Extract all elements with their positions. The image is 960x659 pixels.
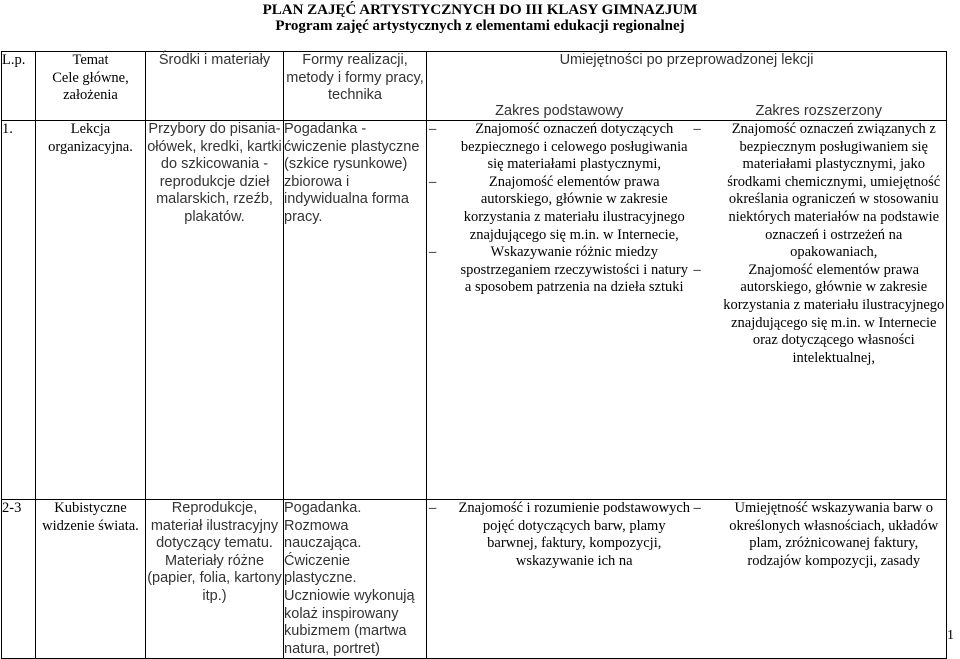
dash-bullet: – — [693, 261, 701, 278]
row1-formy: Pogadanka - ćwiczenie plastyczne (szkice rysunkowe) zbiorowa i indywidualna forma pracy. — [284, 121, 427, 500]
skill-item: – Znajomość oznaczeń związanych z bezpiecznym posługiwaniem się materiałami plastycznymi, jako środkami chemicznymi, umiejętność określania ograniczeń w stosowaniu niektórych materiałów na podstawie oznaczeń i ostrzeżeń na opakowaniach, — [693, 121, 941, 261]
document-subtitle: Program zajęć artystycznych z elementami edukacji regionalnej — [275, 18, 685, 34]
table-header-row — [2, 52, 947, 103]
row2-rozszerzony — [692, 500, 947, 659]
row1-srodki: Przybory do pisania-ołówek, kredki, kartki do szkicowania - reprodukcje dzieł malarskich, rzeźb, plakatów. — [146, 121, 284, 500]
header-lp: L.p. — [2, 52, 36, 121]
header-umiejetnosci: Umiejętności po przeprowadzonej lekcji — [427, 52, 947, 103]
skill-item: – Umiejętność wskazywania barw o określonych własnościach, układów plam, zróżnicowanej faktury, rodzajów kompozycji, zasady — [693, 500, 939, 569]
skill-item: – Znajomość elementów prawa autorskiego, głównie w zakresie korzystania z materiału ilustracyjnego znajdującego się m.in. w Internecie oraz dotyczącego własności intelektualnej, — [693, 261, 945, 366]
skill-item: – Znajomość elementów prawa autorskiego, głównie w zakresie korzystania z materiału ilustracyjnego znajdującego się m.in. w Internecie, — [429, 173, 685, 243]
dash-bullet: – — [693, 500, 701, 517]
table-row — [2, 500, 947, 659]
page-number: 1 — [947, 628, 954, 643]
header-temat-line1: Temat — [72, 52, 109, 68]
header-temat-line2: Cele główne, — [52, 69, 129, 86]
row2-podstawowy — [427, 500, 692, 659]
row2-lp: 2-3 — [2, 500, 36, 659]
header-rozszerzony: Zakres rozszerzony — [692, 103, 947, 121]
row2-formy: Pogadanka. Rozmowa nauczająca. Ćwiczenie plastyczne. Uczniowie wykonują kolaż inspirowany kubizmem (martwa natura, portret) — [284, 500, 427, 659]
header-formy-line1: Formy realizacji, — [302, 52, 408, 68]
row2-temat: Kubistyczne widzenie świata. — [36, 500, 146, 659]
header-temat — [36, 52, 146, 121]
dash-bullet: – — [429, 121, 437, 138]
dash-bullet: – — [429, 173, 437, 190]
table-row — [2, 121, 947, 500]
row2-srodki: Reprodukcje, materiał ilustracyjny dotyczący tematu. Materiały różne (papier, folia, kartony itp.) — [146, 500, 284, 659]
row1-temat: Lekcja organizacyjna. — [36, 121, 146, 500]
header-temat-line3: założenia — [63, 87, 118, 104]
row1-rozszerzony — [692, 121, 947, 500]
dash-bullet: – — [693, 121, 701, 138]
header-srodki: Środki i materiały — [146, 52, 284, 121]
header-formy — [284, 52, 427, 121]
skill-item: – Wskazywanie różnic miedzy spostrzeganiem rzeczywistości i natury a sposobem patrzenia na dzieła sztuki — [429, 244, 688, 296]
header-formy-line2: metody i formy pracy, — [286, 69, 424, 86]
document-title: PLAN ZAJĘĆ ARTYSTYCZNYCH DO III KLASY GIMNAZJUM — [262, 2, 698, 18]
dash-bullet: – — [429, 244, 437, 261]
dash-bullet: – — [429, 500, 437, 517]
skill-item: – Znajomość i rozumienie podstawowych pojęć dotyczących barw, plamy barwnej, faktury, kompozycji, wskazywanie ich na — [429, 500, 691, 569]
header-formy-line3: technika — [327, 87, 382, 104]
row1-podstawowy — [427, 121, 692, 500]
header-podstawowy: Zakres podstawowy — [427, 103, 692, 121]
skill-item: – Znajomość oznaczeń dotyczących bezpiecznego i celowego posługiwania się materiałami plastycznymi, — [429, 121, 688, 173]
row1-lp: 1. — [2, 121, 36, 500]
lesson-plan-table — [1, 51, 947, 659]
